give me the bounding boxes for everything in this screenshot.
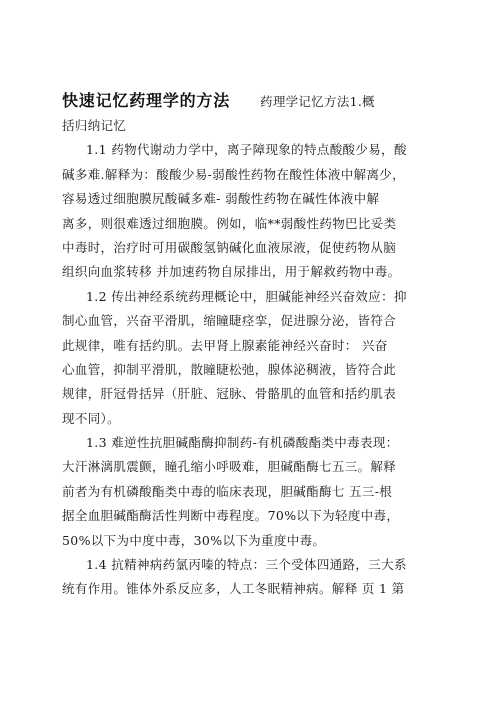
body-line-9: 制心血管，兴奋平滑肌，缩瞳睫痉挛，促进腺分泌，皆符合 (62, 313, 397, 329)
body-line-18: 50%以下为中度中毒，30%以下为重度中毒。 (62, 532, 326, 548)
section-1-1-line: 1.1 药物代谢动力学中，离子障现象的特点酸酸少易，酸 (86, 142, 407, 158)
body-line-20: 统有作用。锥体外系反应多，人工冬眠精神病。解释 页 1 第 (62, 581, 405, 597)
body-line-11: 心血管，抑制平滑肌，散瞳睫松弛，腺体泌稠液，皆符合此 (62, 361, 397, 377)
body-line-4: 容易透过细胞膜尻酸碱多难- 弱酸性药物在碱性体液中解 (62, 191, 380, 207)
title-line (62, 88, 440, 114)
body-line-13: 现不同）。 (62, 410, 121, 426)
body-line-6: 中毒时，治疗时可用碳酸氢钠碱化血液尿液，促使药物从脑 (62, 239, 397, 255)
body-line-1: 括归纳记忆 (62, 118, 127, 133)
body-line-15: 大汗淋漓肌震颤，瞳孔缩小呼吸难，胆碱酯酶七五三。解释 (62, 459, 397, 475)
document-title: 快速记忆药理学的方法 (62, 91, 231, 110)
document-subtitle: 药理学记忆方法1.概 (260, 94, 375, 109)
body-line-12: 规律，肝冠骨括异（肝脏、冠脉、骨骼肌的血管和括约肌表 (62, 386, 397, 402)
body-line-5: 离多，则很难透过细胞膜。例如，临**弱酸性药物巴比妥类 (62, 215, 397, 231)
section-1-4-line: 1.4 抗精神病药氯丙嗪的特点：三个受体四通路，三大系 (86, 557, 407, 573)
section-1-3-line: 1.3 难逆性抗胆碱酯酶抑制药-有机磷酸酯类中毒表现： (86, 435, 399, 451)
body-line-3: 碱多难.解释为：酸酸少易-弱酸性药物在酸性体液中解离少， (62, 166, 405, 182)
body-line-17: 据全血胆碱酯酶活性判断中毒程度。70%以下为轻度中毒， (62, 508, 400, 524)
body-line-16: 前者为有机磷酸酯类中毒的临床表现，胆碱酯酶七 五三-根 (62, 483, 393, 499)
document-page (62, 88, 440, 602)
body-line-10: 此规律，唯有括约肌。去甲肾上腺素能神经兴奋时： 兴奋 (62, 337, 388, 353)
body-line-7: 组织向血浆转移 并加速药物自尿排出，用于解救药物中毒。 (62, 264, 401, 280)
section-1-2-line: 1.2 传出神经系统药理概论中，胆碱能神经兴奋效应：抑 (86, 288, 407, 304)
